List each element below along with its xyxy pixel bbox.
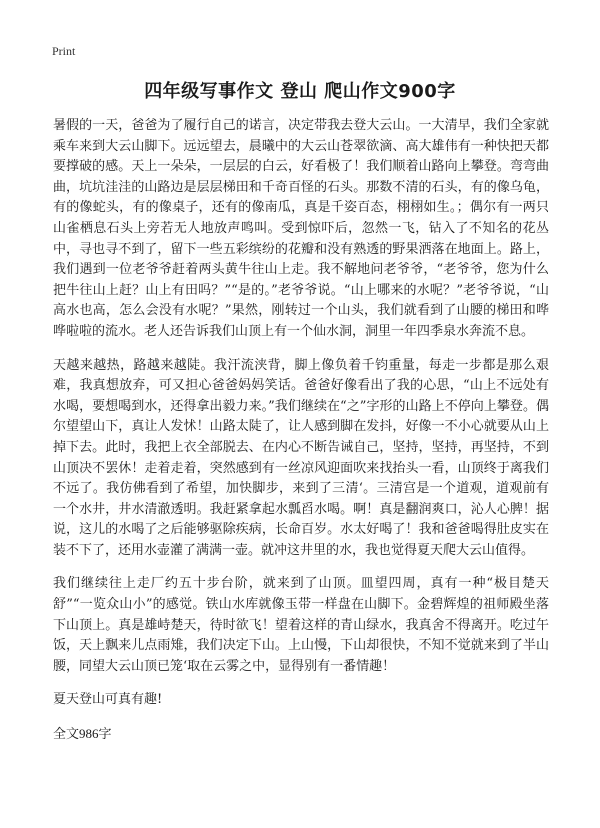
print-link[interactable]: Print <box>52 44 76 58</box>
word-count: 全文986字 <box>53 726 112 742</box>
article-paragraph: 天越来越热，路越来越陡。我汗流浃背，脚上像负着千钧重量，每走一步都是那么艰难，我真想放弃，可又担心爸爸妈妈笑话。爸爸好像看出了我的心思，“山上不远处有水喝，要想喝到水，还得拿出毅力来。”我们继续在“之”字形的山路上不停向上攀登。偶尔望望山下，真让人发怵！山路太陡了，让人感到脚在发抖，好像一不小心就要从山上掉下去。此时，我把上衣全部脱去、在内心不断告诫自己，坚持，坚持，再坚持，不到山顶决不罢休！走着走着，突然感到有一丝凉风迎面吹来找抬头一看，山顶终于离我们不远了。我仿佛看到了希望，加快脚步，来到了三清‘。三清宫是一个道观，道观前有一个水井，井水清澈透明。我赶紧拿起水瓢舀水喝。啊！真是翻润爽口，沁人心脾！据说，这儿的水喝了之后能够驱除疾病，长命百岁。水太好喝了！我和爸爸喝得肚皮实在装不下了，还用水壶灌了满满一壶。就冲这井里的水，我也觉得夏天爬大云山值得。 <box>53 357 549 558</box>
article-paragraph: 暑假的一天，爸爸为了履行自己的诺言，决定带我去登大云山。一大清早，我们全家就乘车来到大云山脚下。远远望去，晨曦中的大云山苍翠欲滴、高大雄伟有一种快把天都要撑破的感。天上一朵朵，一层层的白云，好看极了！我们顺着山路向上攀登。弯弯曲曲，坑坑洼洼的山路边是层层梯田和千奇百怪的石头。那数不清的石头，有的像乌龟，有的像蛇头，有的像桌子，还有的像南瓜，真是千姿百态，栩栩如生。；偶尔有一两只山雀栖息石头上旁若无人地放声鸣叫。受到惊吓后，忽然一飞，钻入了不知名的花丛中，寻也寻不到了，留下一些五彩缤纷的花瓣和没有熟透的野果洒落在地面上。路上，我们遇到一位老爷爷赶着两头黄牛往山上走。我不解地问老爷爷，“老爷爷，您为什么把牛往山上赶？山上有田吗？”“是的。”老爷爷说。“山上哪来的水呢？”老爷爷说，“山高水也高，怎么会没有水呢？”果然，刚转过一个山头，我们就看到了山腰的梯田和哗哗啦啦的流水。老人还告诉我们山顶上有一个仙水洞，洞里一年四季泉水奔流不息。 <box>53 118 549 339</box>
article-title: 四年级写事作文 登山 爬山作文900字 <box>144 81 456 102</box>
closing-line: 夏天登山可真有趣! <box>53 692 163 708</box>
article-body <box>53 116 549 758</box>
article-paragraph: 我们继续往上走厂约五十步台阶，就来到了山顶。皿望四周，真有一种“极目楚天舒”“一览众山小”的感觉。铁山水库就像玉带一样盘在山脚下。金碧辉煌的祖师殿坐落下山顶上。真是雄峙楚天，待时欲飞！望着这样的青山绿水，我真舍不得离开。吃过午饭，天上飘来儿点雨雉，我们决定下山。上山慢，下山却很快，不知不觉就来到了半山腰，同望大云山顶已笼‘取在云雾之中，显得别有一番情趣！ <box>53 576 549 674</box>
